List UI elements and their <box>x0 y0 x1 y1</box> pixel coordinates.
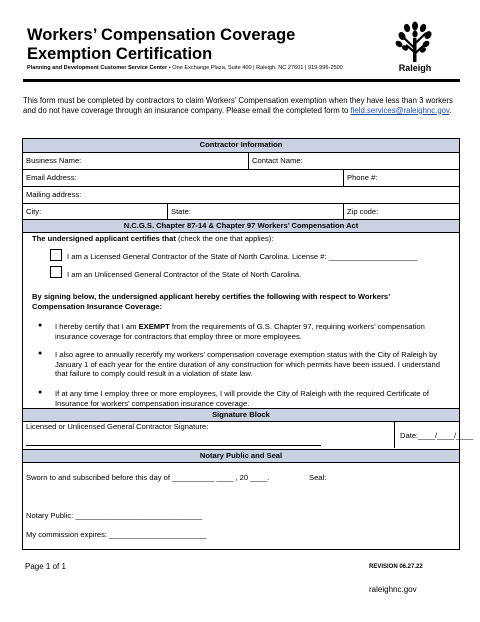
raleigh-logo <box>390 18 440 76</box>
notary-public-field[interactable]: Notary Public: ______________________________ <box>26 511 203 520</box>
page-number: Page 1 of 1 <box>25 562 66 571</box>
revision-label: REVISION 06.27.22 <box>369 564 423 570</box>
state-field[interactable]: State: <box>167 204 343 221</box>
contact-name-field[interactable]: Contact Name: <box>248 153 459 169</box>
commission-expires-field[interactable]: My commission expires: _______________________ <box>26 530 207 539</box>
row-mailing <box>23 187 459 204</box>
phone-field[interactable]: Phone #: <box>343 170 459 186</box>
email-link[interactable]: field.services@raleighnc.gov <box>350 105 450 115</box>
logo-text: Raleigh <box>398 63 432 73</box>
bullet1-text-b: from the requirements of G.S. Chapter 97, requiring workers’ compensation insurance coverage for contractors that employ three or more employees. <box>55 322 425 341</box>
bullet-employees: If at any time I employ three or more employees, I will provide the City of Raleigh with the required Certificate of Insurance for workers’ compensation insurance coverage. <box>55 389 429 408</box>
office-name: Planning and Development Customer Service Center <box>27 65 168 71</box>
bullet-dot: ● <box>38 322 43 329</box>
bullet-dot: ● <box>38 350 43 357</box>
header-divider <box>23 79 460 82</box>
bullet-dot: ● <box>38 389 43 396</box>
signature-heading: Signature Block <box>23 408 459 422</box>
exempt-word: EXEMPT <box>138 322 170 331</box>
signature-line[interactable] <box>26 445 321 446</box>
seal-label: Seal: <box>309 473 327 482</box>
sworn-line[interactable]: Sworn to and subscribed before this day of __________ ____ , 20 ____. <box>26 473 270 482</box>
unlicensed-checkbox[interactable] <box>50 266 62 278</box>
act-heading: N.C.G.S. Chapter 87-14 & Chapter 97 Workers’ Compensation Act <box>23 219 459 233</box>
row-business <box>23 153 459 170</box>
contractor-heading: Contractor Information <box>23 139 459 153</box>
intro-end: . <box>449 105 452 115</box>
website-label: raleighnc.gov <box>369 585 417 594</box>
business-name-field[interactable]: Business Name: <box>26 156 82 165</box>
certifies-bold: The undersigned applicant certifies that <box>32 234 176 243</box>
intro-text: This form must be completed by contractors to claim Workers’ Compensation exemption when they have less than 3 workers and do not have coverage through an insurance company. Please email the completed form to <box>23 96 453 115</box>
page-title: Workers’ Compensation Coverage Exemption Certification <box>27 26 296 63</box>
bullet-exempt <box>55 322 445 341</box>
city-field[interactable]: City: <box>26 207 42 216</box>
licensed-checkbox[interactable] <box>50 249 62 261</box>
office-contact: • One Exchange Plaza, Suite 400 | Raleigh, NC 27601 | 919-996-2500 <box>167 65 343 71</box>
notary-heading: Notary Public and Seal <box>23 449 459 463</box>
signature-divider <box>394 422 395 448</box>
certifies-rest: (check the one that applies): <box>175 234 274 243</box>
zip-field[interactable]: Zip code: <box>343 204 459 221</box>
date-field[interactable]: Date:____/____/____ <box>400 431 474 440</box>
signature-label: Licensed or Unlicensed General Contractor Signature: <box>26 422 209 431</box>
licensed-option-label: I am a Licensed General Contractor of the State of North Carolina. License #: _____________________ <box>67 252 418 261</box>
mailing-address-field[interactable]: Mailing address: <box>26 190 82 199</box>
intro-paragraph <box>23 96 460 115</box>
certifies-line <box>32 234 273 244</box>
bullet1-text-a: I hereby certify that I am <box>55 322 139 331</box>
bullet-recertify: I also agree to annually recertify my workers’ compensation coverage exemption status with the City of Raleigh by January 1 of each year for the entire duration of any construction for which permits have been issued. I understand that failure to comply could result in a violation of state law. <box>55 350 440 378</box>
unlicensed-option-label: I am an Unlicensed General Contractor of the State of North Carolina. <box>67 270 302 279</box>
form-container <box>22 138 474 550</box>
signing-statement: By signing below, the undersigned applicant hereby certifies the following with respect to Workers’ Compensation Insurance Coverage: <box>32 292 390 311</box>
office-address <box>27 65 343 71</box>
email-field[interactable]: Email Address: <box>26 173 77 182</box>
row-email <box>23 170 459 187</box>
oak-tree-icon <box>390 18 440 64</box>
